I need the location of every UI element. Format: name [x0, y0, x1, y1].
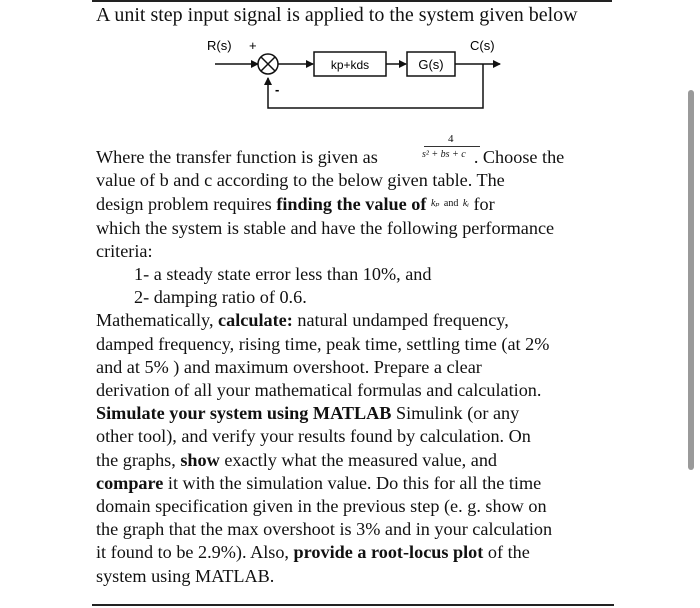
text-line: it found to be 2.9%). Also, provide a root-locus plot of the: [96, 542, 530, 563]
text-line: derivation of all your mathematical formulas and calculation.: [96, 380, 542, 401]
text-line: Mathematically, calculate: natural undamped frequency,: [96, 310, 509, 331]
question-title: A unit step input signal is applied to the system given below: [96, 4, 578, 26]
plant-label: G(s): [418, 57, 444, 72]
scrollbar-thumb[interactable]: [688, 90, 694, 470]
summing-junction: [258, 54, 278, 74]
text-line: which the system is stable and have the following performance: [96, 217, 555, 238]
question-body: [96, 146, 624, 588]
text-line: other tool), and verify your results found by calculation. On: [96, 426, 531, 447]
text-line: the graphs, show exactly what the measured value, and: [96, 449, 498, 470]
tf-numerator: 4: [448, 133, 454, 145]
text-line: criteria:: [96, 240, 153, 261]
text-line: Simulate your system using MATLAB Simulink (or any: [96, 403, 520, 424]
text-line: compare it with the simulation value. Do this for all the time: [96, 472, 542, 493]
criteria-item: 1- a steady state error less than 10%, and: [134, 264, 432, 285]
text-line: design problem requires finding the value of $^{k_p}$ $^{and}$ $^{kᵢ}$ for: [96, 194, 495, 215]
text-line: and at 5% ) and maximum overshoot. Prepare a clear: [96, 356, 482, 377]
text-line: damped frequency, rising time, peak time, settling time (at 2%: [96, 333, 550, 354]
input-label-r: R(s): [207, 38, 232, 53]
text-line: system using MATLAB.: [96, 565, 275, 586]
text-line: Where the transfer function is given as . Choose the: [96, 147, 565, 167]
bottom-rule: [92, 604, 614, 606]
text-line: value of b and c according to the below given table. The: [96, 170, 505, 191]
text-line: domain specification given in the previous step (e. g. show on: [96, 496, 547, 517]
criteria-item: 2- damping ratio of 0.6.: [134, 287, 307, 308]
minus-sign: -: [275, 82, 280, 97]
tf-denominator: s² + bs + c: [422, 149, 466, 160]
output-label-c: C(s): [470, 38, 495, 53]
text-line: the graph that the max overshoot is 3% and in your calculation: [96, 519, 553, 540]
controller-label: kp+kds: [330, 58, 370, 72]
plus-sign: +: [249, 38, 257, 53]
block-diagram: [195, 34, 515, 114]
